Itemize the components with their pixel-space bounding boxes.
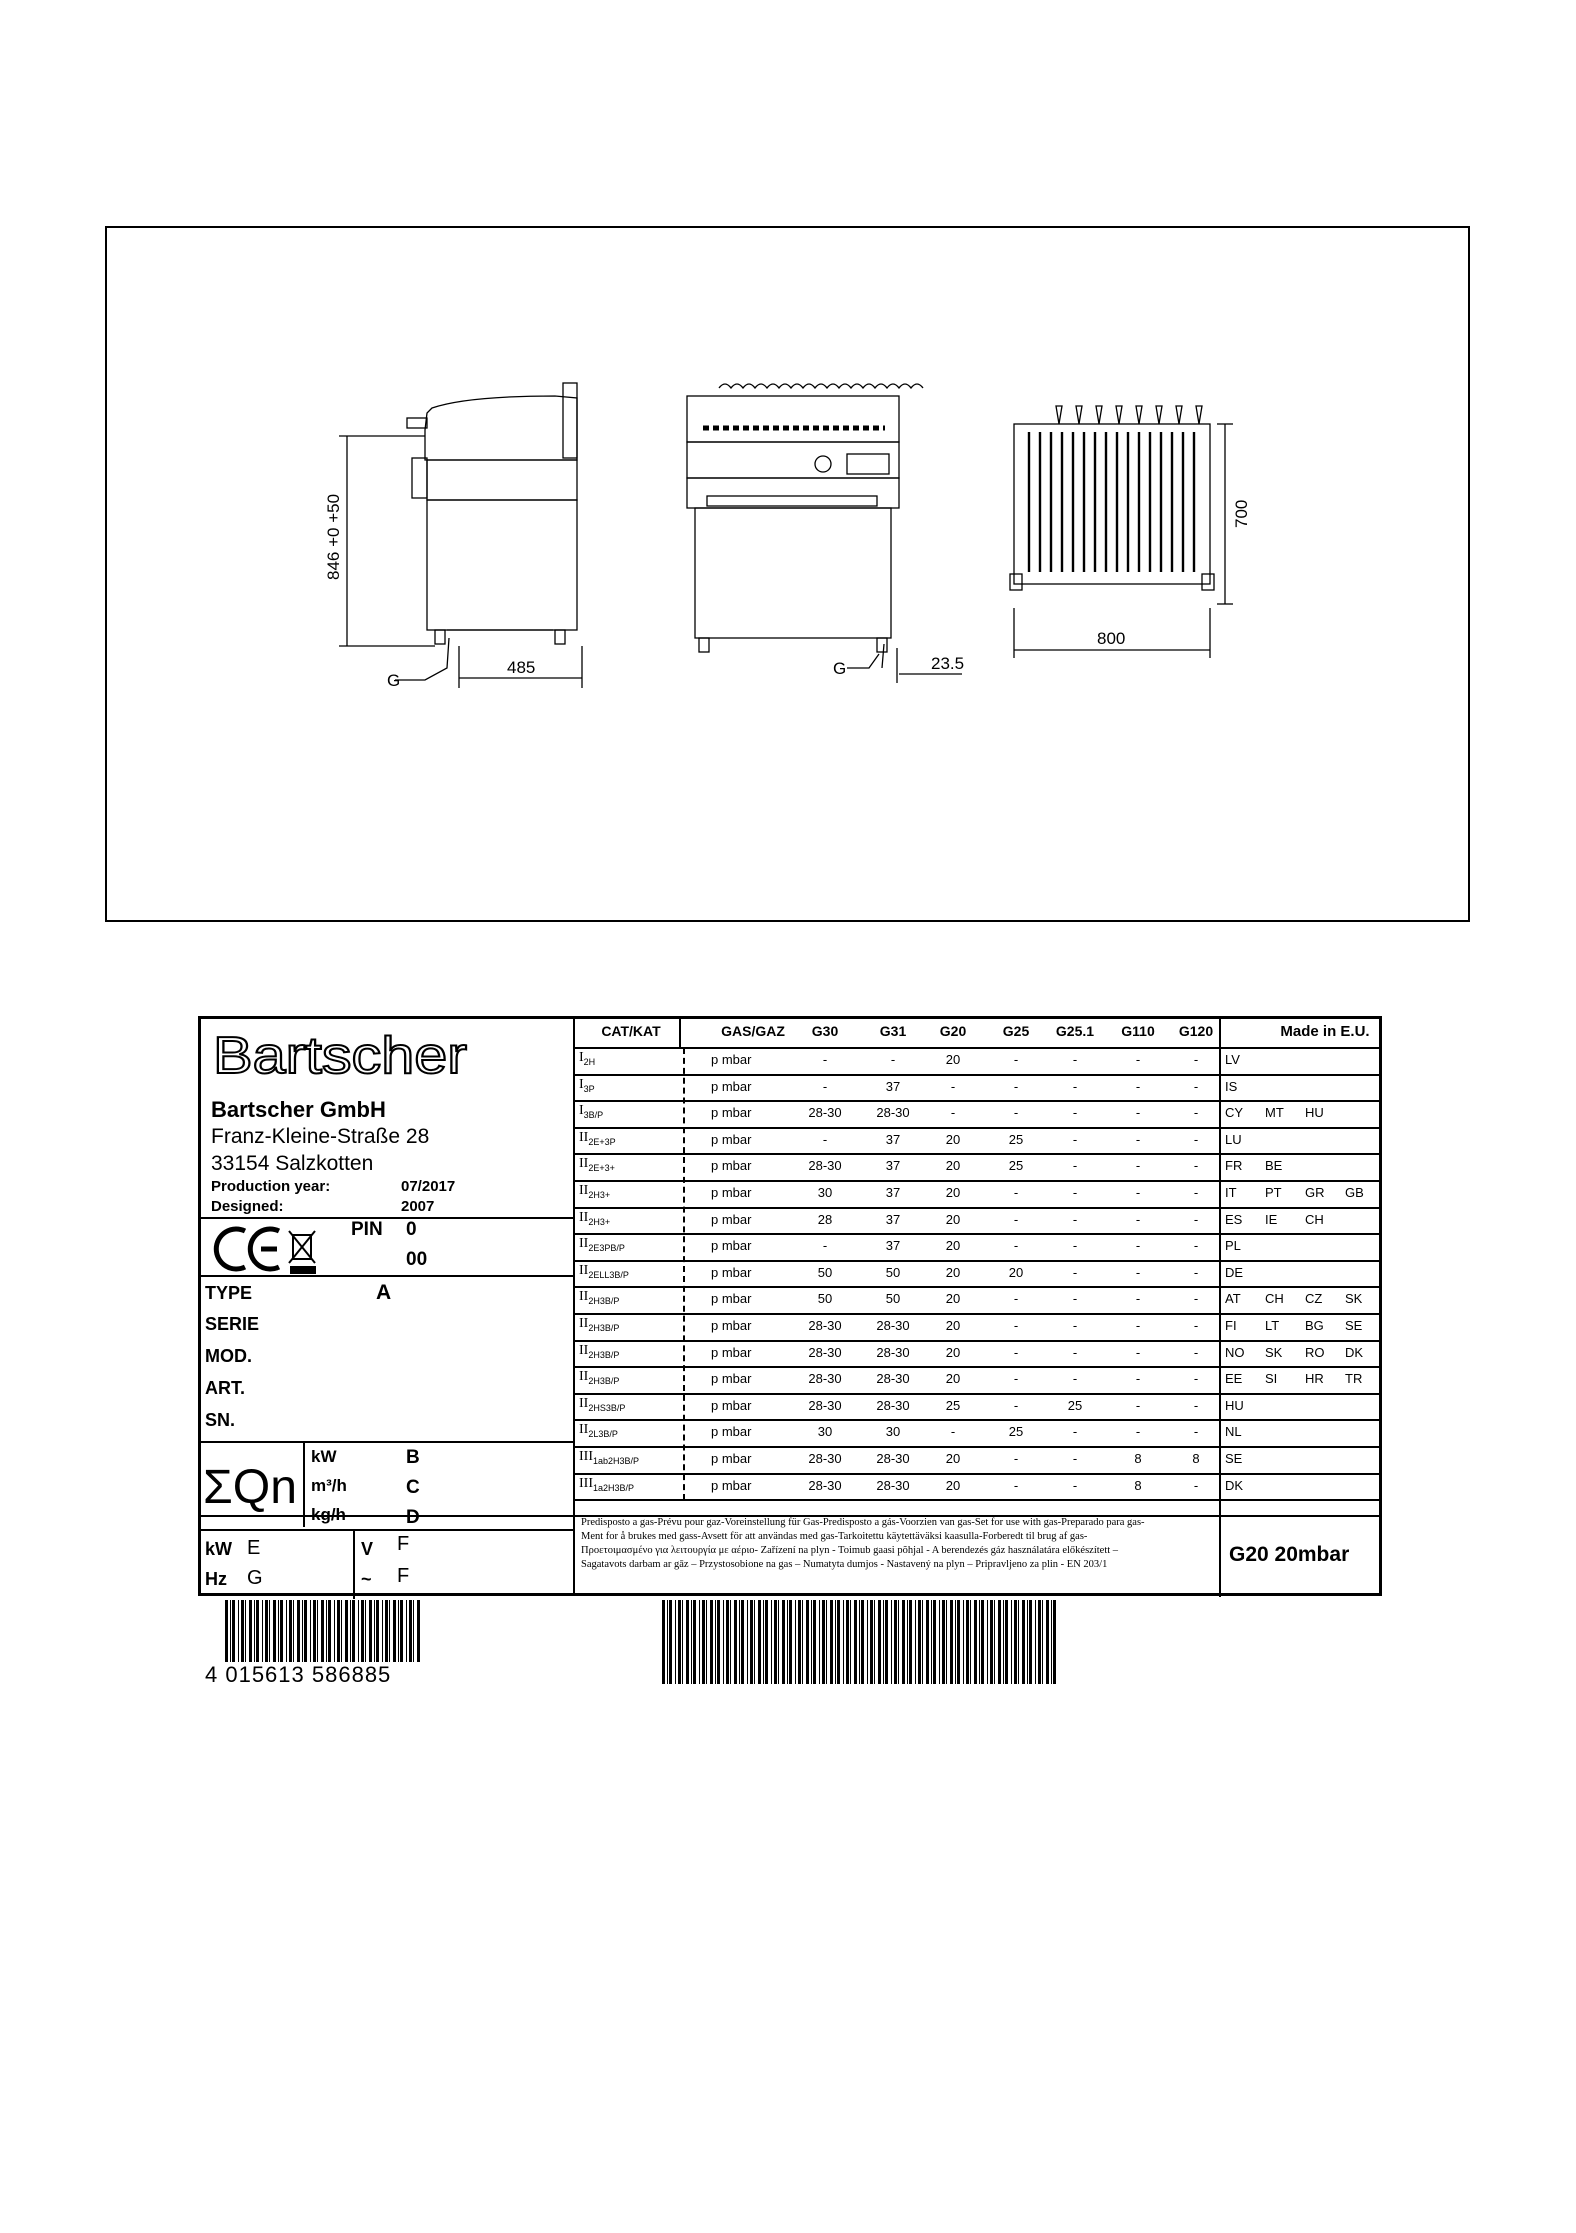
gas-category: $II_{2L3B/P}$ [579,1422,618,1440]
gas-pressure-cell: - [1135,1264,1141,1280]
pressure-unit: p mbar [711,1451,752,1466]
made-in-eu: Made in E.U. [1280,1023,1370,1040]
pressure-unit: p mbar [711,1344,752,1360]
gas-pressure-cell: - [1013,1078,1019,1094]
gas-pressure-cell: - [1013,1291,1019,1307]
country-code: GB [1345,1185,1364,1200]
country-code: SE [1345,1318,1363,1333]
country-code: ES [1225,1211,1243,1227]
bartscher-logo [209,1025,471,1083]
gas-pressure-cell: - [1193,1211,1199,1227]
pressure-unit: p mbar [711,1477,752,1493]
gas-pressure-cell: - [1072,1264,1078,1280]
pressure-unit: p mbar [711,1318,752,1333]
gas-pressure-cell: 25 [1008,1424,1024,1440]
notice-line-3: Προετοιμασμένο για λειτουργία με αέριο- Zařízení na plyn - Toimub gaasi põhjal - A berendezés gáz használatára előkészített – [581,1545,1119,1556]
gas-pressure-cell: - [1135,1318,1141,1333]
v-value: F [397,1533,410,1555]
width-dimension-label: 800 [1097,629,1126,648]
gas-pressure-cell: 20 [945,1318,961,1333]
pressure-unit: p mbar [711,1424,752,1440]
gas-pressure-cell: 28-30 [808,1158,842,1174]
gas-pressure-cell: - [1135,1211,1141,1227]
gas-pressure-cell: 50 [885,1291,901,1307]
company-name: Bartscher GmbH [211,1097,386,1122]
gas-pressure-cell: - [1193,1185,1199,1200]
gas-category: $II_{2H3B/P}$ [579,1289,620,1307]
production-year-label: Production year: [211,1178,331,1195]
gas-pressure-cell: 28-30 [808,1477,842,1493]
gas-pressure-cell: - [1193,1477,1199,1493]
gas-gaz-header: GAS/GAZ [721,1023,785,1039]
gas-pressure-cell: - [1193,1052,1199,1067]
gas-pressure-cell: - [950,1105,956,1121]
gas-pressure-cell: 28-30 [876,1397,910,1413]
g25-header: G25 [1002,1023,1030,1039]
pressure-unit: p mbar [711,1264,752,1280]
gas-pressure-cell: - [1072,1158,1078,1174]
tilde-label: ~ [361,1569,372,1589]
pressure-unit: p mbar [711,1397,752,1413]
country-code: DK [1225,1477,1244,1493]
country-code: CH [1265,1291,1284,1307]
gas-pressure-cell: - [1135,1371,1141,1387]
hz-value: G [247,1567,263,1589]
gas-pressure-cell: - [1072,1477,1078,1493]
ce-mark-icon [216,1229,279,1269]
gas-pressure-cell: - [1013,1371,1019,1387]
gas-pressure-cell: 37 [885,1211,901,1227]
gas-pressure-cell: 28-30 [876,1371,910,1387]
gas-pressure-cell: 28-30 [808,1318,842,1333]
gas-category: $II_{2H3B/P}$ [579,1369,620,1386]
gas-pressure-cell: - [1072,1291,1078,1307]
kw-label: kW [205,1539,232,1559]
gas-pressure-cell: - [1193,1264,1199,1280]
gas-pressure-cell: - [1135,1185,1141,1200]
city-address: 33154 Salzkotten [211,1152,374,1175]
country-code: DE [1225,1264,1244,1280]
gas-pressure-cell: 20 [945,1238,961,1254]
top-height-dimension-label: 700 [1232,499,1251,528]
gas-pressure-cell: 28-30 [808,1371,842,1387]
country-code: MT [1265,1105,1284,1121]
country-code: FR [1225,1158,1243,1174]
gas-pressure-cell: - [1013,1185,1019,1200]
gas-pressure-cell: - [1135,1291,1141,1307]
gas-category: $II_{2H3+}$ [579,1209,611,1227]
gas-pressure-cell: 20 [945,1451,961,1466]
gas-pressure-cell: - [1193,1105,1199,1121]
gas-pressure-cell: - [1072,1211,1078,1227]
gas-category: $I_{2H}$ [579,1050,596,1067]
gas-pressure-cell: - [1193,1318,1199,1333]
gas-pressure-cell: 20 [945,1052,961,1067]
country-code: DK [1345,1344,1364,1360]
gas-pressure-cell: - [1013,1211,1019,1227]
height-dimension-label: 846 +0 +50 [324,493,343,580]
gas-pressure-cell: - [1072,1344,1078,1360]
gas-pressure-cell: 25 [1067,1397,1083,1413]
v-label: V [361,1539,374,1559]
gas-category: $II_{2E+3P}$ [579,1129,616,1147]
gas-pressure-cell: - [1072,1185,1078,1200]
country-code: CZ [1305,1291,1323,1307]
gas-pressure-cell: 37 [885,1238,901,1254]
gas-pressure-cell: 28-30 [808,1451,842,1466]
gas-pressure-cell: 28-30 [876,1477,910,1493]
country-code: BG [1305,1318,1324,1333]
gas-category: $II_{2H3+}$ [579,1183,611,1200]
gas-pressure-cell: 20 [1008,1264,1024,1280]
weee-bin-icon [289,1231,315,1273]
gas-pressure-cell: 20 [945,1264,961,1280]
g110-header: G110 [1121,1023,1155,1039]
designed-label: Designed: [211,1198,284,1215]
ce-weee-marks [205,1223,335,1275]
unit-m3h-value: C [406,1477,420,1498]
gas-pressure-cell: 50 [817,1291,833,1307]
pressure-unit: p mbar [711,1291,752,1307]
top-view-drawing [1010,406,1233,658]
gas-pressure-cell: - [1072,1424,1078,1440]
gas-pressure-cell: 20 [945,1371,961,1387]
pressure-unit: p mbar [711,1371,752,1387]
gas-category: $II_{2ELL3B/P}$ [579,1262,629,1280]
country-code: SK [1345,1291,1363,1307]
unit-m3h-label: m³/h [311,1476,347,1495]
gas-pressure-cell: - [1013,1344,1019,1360]
manufacturer-panel [201,1019,575,1593]
gas-pressure-cell: - [822,1238,828,1254]
gas-pressure-cell: - [1135,1238,1141,1254]
gas-pressure-cell: 20 [945,1211,961,1227]
gas-pressure-cell: 28-30 [808,1344,842,1360]
country-code: IT [1225,1185,1237,1200]
gas-pressure-cell: - [1072,1451,1078,1466]
gas-pressure-cell: 28-30 [876,1451,910,1466]
gas-category: $I_{3B/P}$ [579,1103,604,1120]
g20-header: G20 [939,1023,967,1039]
g25-1-header: G25.1 [1055,1023,1095,1039]
serial-barcode [662,1600,1062,1684]
country-code: SI [1265,1371,1278,1387]
g31-header: G31 [879,1023,907,1039]
country-code: AT [1225,1291,1241,1307]
gas-rating-plate [198,1016,1382,1596]
country-code: CH [1305,1211,1324,1227]
gas-pressure-cell: - [950,1078,956,1094]
gas-pressure-cell: 50 [885,1264,901,1280]
sn-label: SN. [205,1410,236,1430]
gas-pressure-cell: - [1193,1371,1199,1387]
hz-label: Hz [205,1569,227,1589]
gas-pressure-cell: - [1193,1344,1199,1360]
gas-pressure-cell: - [1072,1105,1078,1121]
gas-category: $III_{1ab2H3B/P}$ [579,1449,640,1466]
gas-pressure-cell: 20 [945,1185,961,1200]
gas-pressure-cell: 8 [1134,1451,1142,1466]
gas-pressure-cell: 25 [945,1397,961,1413]
gas-pressure-cell: 37 [885,1078,901,1094]
ean-barcode-digits: 4 015613 586885 [205,1662,392,1687]
country-code: FI [1225,1318,1237,1333]
pin-label: PIN [351,1219,383,1240]
serie-label: SERIE [205,1314,260,1334]
type-label: TYPE [205,1283,253,1303]
country-code: IS [1225,1078,1238,1094]
tilde-value: F [397,1565,410,1587]
svg-text:ΣQn: ΣQn [203,1461,297,1514]
gas-pressure-cell: 28-30 [876,1105,910,1121]
gas-pressure-cell: - [1135,1131,1141,1147]
gas-preset-notice [581,1516,1213,1572]
technical-drawing [107,228,1472,924]
gas-pressure-cell: - [1013,1397,1019,1413]
gas-pressure-cell: 28-30 [876,1344,910,1360]
country-code: HR [1305,1371,1324,1387]
mod-label: MOD. [205,1346,252,1366]
gas-pressure-cell: - [1013,1052,1019,1067]
gas-pressure-cell: - [1072,1131,1078,1147]
gas-pressure-cell: - [1013,1318,1019,1333]
country-code: EE [1225,1371,1243,1387]
gas-pressure-cell: 50 [817,1264,833,1280]
gas-pressure-cell: - [890,1052,896,1067]
gas-pressure-cell: - [1072,1238,1078,1254]
g30-header: G30 [811,1023,839,1039]
gas-pressure-cell: - [1013,1477,1019,1493]
notice-line-1: Predisposto a gas-Prévu pour gaz-Voreinstellung für Gas-Predisposto a gás-Voorzien van gas-Set for use with gas-Preparado para gas- [581,1517,1145,1528]
gas-pressure-cell: - [1193,1424,1199,1440]
gas-pressure-cell: - [1135,1105,1141,1121]
gas-category: $II_{2H3B/P}$ [579,1316,620,1333]
gas-pressure-cell: - [950,1424,956,1440]
country-code: HU [1305,1105,1324,1121]
unit-kgh-value: D [406,1507,420,1528]
gas-pressure-cell: 28 [817,1211,833,1227]
gas-category: $II_{2HS3B/P}$ [579,1395,626,1413]
pressure-unit: p mbar [711,1211,752,1227]
gas-pressure-cell: 25 [1008,1131,1024,1147]
country-code: SK [1265,1344,1283,1360]
gas-pressure-cell: - [1193,1158,1199,1174]
gas-pressure-cell: 37 [885,1131,901,1147]
gas-category: $II_{2E+3+}$ [579,1156,615,1174]
gas-category: $II_{2H3B/P}$ [579,1342,620,1360]
svg-text:Bartscher: Bartscher [213,1027,467,1083]
gas-pressure-cell: - [1135,1158,1141,1174]
pressure-unit: p mbar [711,1185,752,1200]
country-code: SE [1225,1451,1243,1466]
designed-value: 2007 [401,1198,435,1215]
notice-line-2: Ment for å brukes med gass-Avsett för att användas med gas-Tarkoitettu käytettäväksi kaasulla-Forberedt til brug af gas- [581,1531,1088,1542]
pressure-unit: p mbar [711,1131,752,1147]
gas-pressure-cell: - [1135,1397,1141,1413]
unit-kw-value: B [406,1447,420,1468]
country-code: LT [1265,1318,1280,1333]
gas-pressure-cell: 28-30 [808,1105,842,1121]
pressure-unit: p mbar [711,1078,752,1094]
country-code: RO [1305,1344,1325,1360]
gas-pressure-cell: 30 [885,1424,901,1440]
gas-connection-label-front: G [833,659,847,678]
pin-value-2: 00 [406,1249,428,1270]
gas-pressure-cell: - [1135,1424,1141,1440]
gas-pressure-cell: - [1013,1238,1019,1254]
cat-kat-header: CAT/KAT [601,1023,661,1039]
gas-pressure-cell: - [1193,1131,1199,1147]
gas-pressure-cell: 25 [1008,1158,1024,1174]
gas-pressure-cell: - [1135,1052,1141,1067]
country-code: HU [1225,1397,1244,1413]
country-code: NO [1225,1344,1245,1360]
g120-header: G120 [1178,1023,1214,1039]
country-code: PT [1265,1185,1282,1200]
country-code: CY [1225,1105,1244,1121]
gas-pressure-cell: - [1013,1105,1019,1121]
pressure-unit: p mbar [711,1052,752,1067]
country-code: NL [1225,1424,1242,1440]
gas-pressure-cell: 30 [817,1185,833,1200]
technical-drawing-frame [105,226,1470,922]
country-code: TR [1345,1371,1363,1387]
gas-pressure-cell: 20 [945,1291,961,1307]
unit-kgh-label: kg/h [311,1505,346,1524]
art-label: ART. [205,1378,245,1398]
gas-pressure-cell: - [1193,1291,1199,1307]
pressure-unit: p mbar [711,1238,752,1254]
country-code: IE [1265,1211,1278,1227]
street-address: Franz-Kleine-Straße 28 [211,1125,430,1148]
gas-pressure-cell: 28-30 [808,1397,842,1413]
gas-pressure-cell: - [822,1052,828,1067]
gas-pressure-cell: 8 [1192,1451,1200,1466]
gas-category: $II_{2E3PB/P}$ [579,1236,625,1253]
front-view-drawing [687,384,965,683]
gas-category: $III_{1a2H3B/P}$ [579,1475,635,1493]
gas-setting: G20 20mbar [1229,1543,1350,1566]
production-year-value: 07/2017 [401,1178,456,1195]
gas-pressure-cell: - [822,1078,828,1094]
gas-pressure-cell: - [1193,1397,1199,1413]
gas-pressure-cell: 30 [817,1424,833,1440]
gas-pressure-cell: - [1072,1371,1078,1387]
country-code: BE [1265,1158,1283,1174]
gas-pressure-cell: - [1193,1078,1199,1094]
country-code: LV [1225,1052,1240,1067]
gas-pressure-cell: 37 [885,1158,901,1174]
gas-pressure-cell: 20 [945,1477,961,1493]
kw-value: E [247,1537,261,1559]
gas-connection-label-side: G [387,671,401,690]
gas-pressure-cell: 20 [945,1344,961,1360]
gas-pressure-cell: - [822,1131,828,1147]
type-value: A [376,1281,392,1304]
gas-pressure-cell: 37 [885,1185,901,1200]
country-code: LU [1225,1131,1242,1147]
gas-pressure-cell: - [1072,1078,1078,1094]
pressure-unit: p mbar [711,1105,752,1121]
offset-dimension-label: 23.5 [931,654,965,673]
country-code: GR [1305,1185,1325,1200]
gas-pressure-cell: - [1013,1451,1019,1466]
gas-pressure-cell: - [1135,1078,1141,1094]
gas-pressure-cell: - [1072,1318,1078,1333]
gas-pressure-cell: - [1072,1052,1078,1067]
gas-pressure-cell: 20 [945,1131,961,1147]
country-code: PL [1225,1238,1241,1254]
notice-line-4: Sagatavots darbam ar gāz – Przystosobione na gas – Numatyta dumjos - Nastavený na plyn – Pripravljeno za plin - EN 203/1 [581,1559,1108,1570]
depth-dimension-label: 485 [507,658,536,677]
side-view-drawing [339,383,582,688]
gas-pressure-cell: 20 [945,1158,961,1174]
pin-value-1: 0 [406,1219,417,1240]
pressure-unit: p mbar [711,1158,752,1174]
gas-category: $I_{3P}$ [579,1076,595,1094]
gas-pressure-cell: 28-30 [876,1318,910,1333]
gas-pressure-cell: 8 [1134,1477,1142,1493]
unit-kw-label: kW [311,1447,337,1466]
gas-pressure-cell: - [1193,1238,1199,1254]
gas-pressure-cell: - [1135,1344,1141,1360]
